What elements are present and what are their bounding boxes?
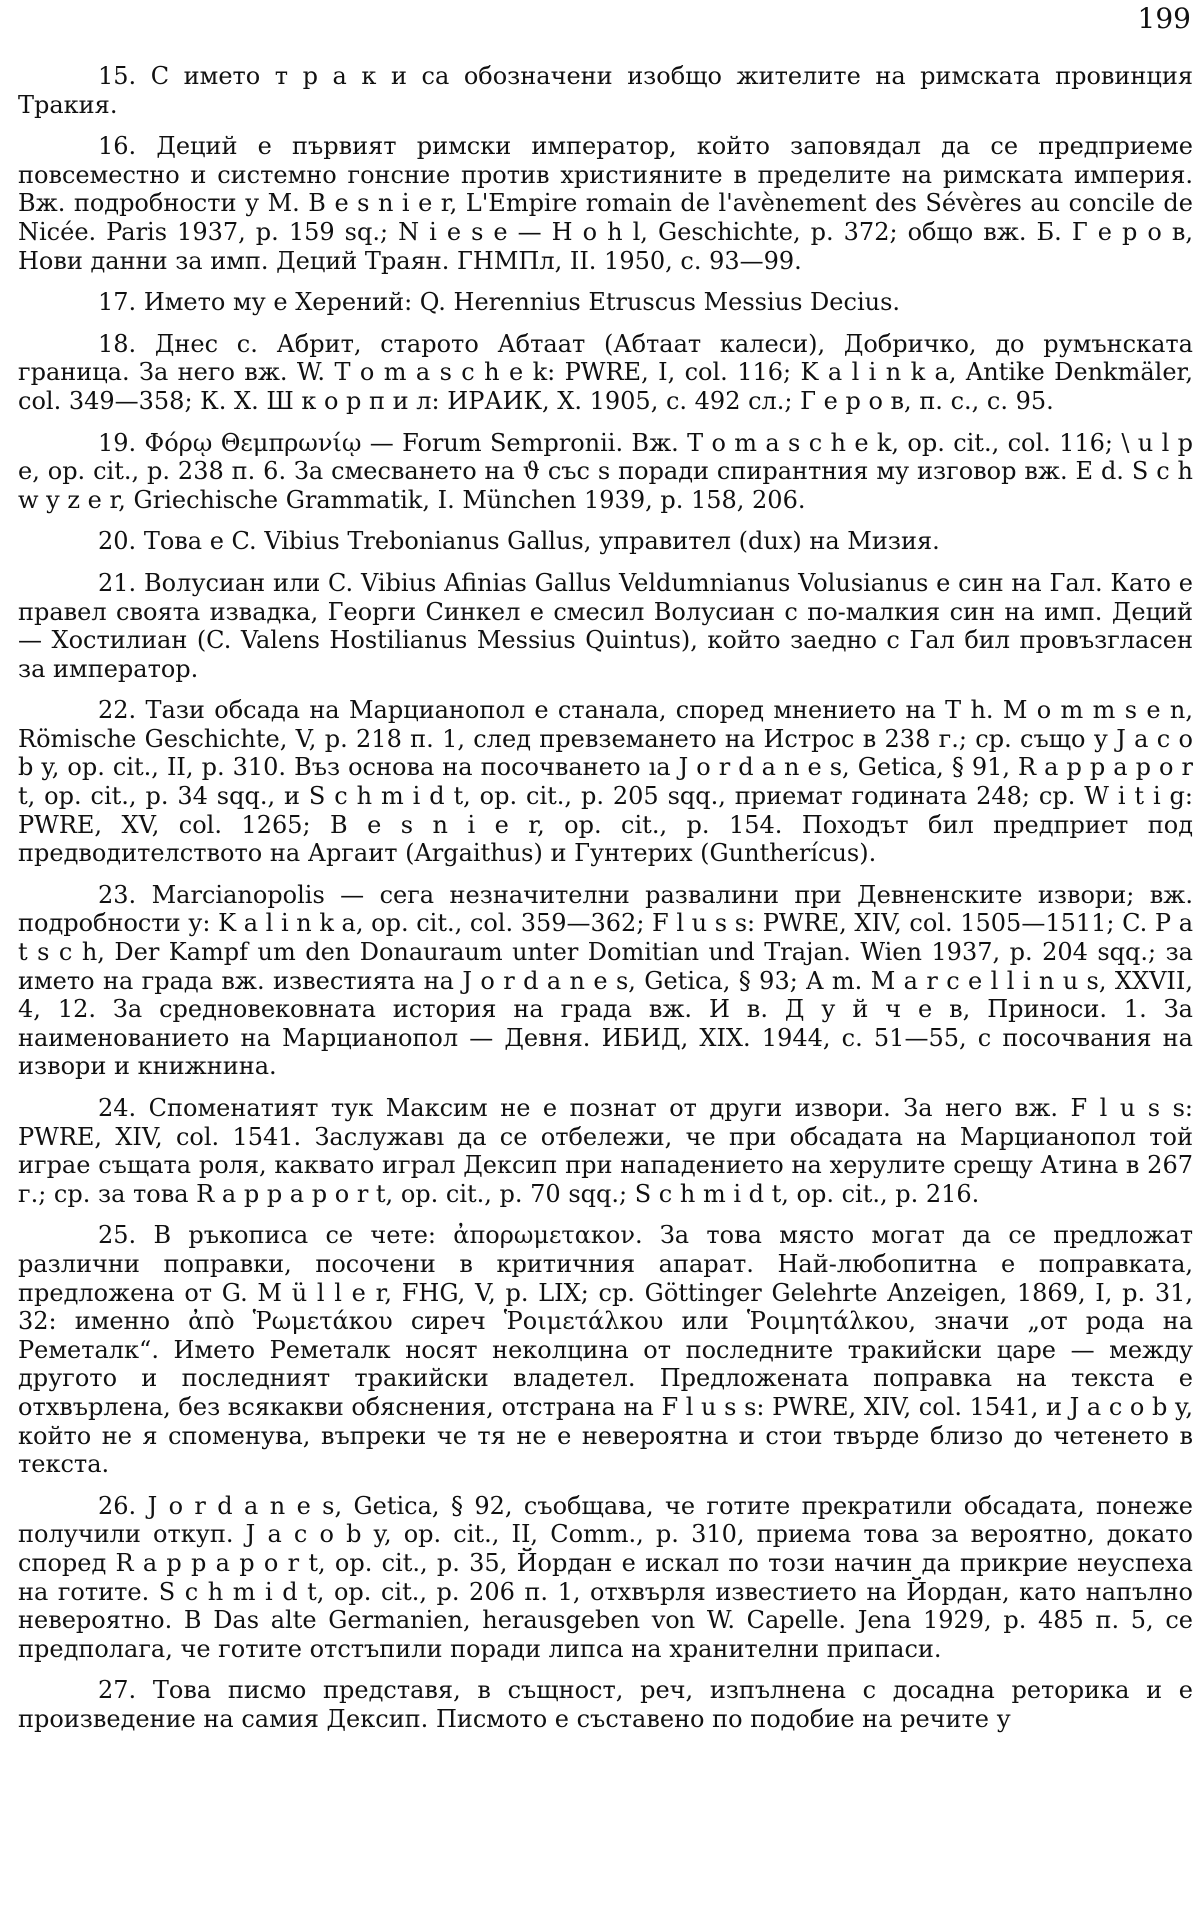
footnote-25	[18, 1221, 1193, 1478]
footnote-number: 21.	[98, 568, 137, 597]
footnote-23	[18, 881, 1193, 1081]
footnote-text: Днес с. Абрит, старото Абтаат (Абтаат калеси), Добричко, до румънската граница. За него вж. W. T o m a s c h e k: PWRE, I, col. 116; K a l i n k a, Antike Denkmäler, col. 349—358; К. Х. Ш к о р п и л: ИРАИК, Х. 1905, с. 492 сл.; Г е р о в, п. с., с. 95.	[18, 329, 1193, 415]
footnote-number: 20.	[98, 527, 137, 556]
footnote-number: 18.	[98, 329, 137, 358]
footnote-21	[18, 569, 1193, 683]
footnote-17	[18, 288, 1193, 317]
footnote-number: 16.	[98, 132, 137, 161]
footnote-text: В ръкописа се чете: ἀπορωμετακον. За това място могат да се предложат различни поправки, посочени в критичния апарат. Най-любопитна е поправката, предложена от G. M ü l l e r, FHG, V, p. LIX; ср. Göttinger Gelehrte Anzeigen, 1869, I, p. 31, 32: именно ἀπὸ Ῥωμετάκου сиреч Ῥοιμετάλκου или Ῥοιμητάλκου, значи „от рода на Реметалк“. Името Реметалк носят неколцина от последните тракийски царе — между другото и последният тракийски владетел. Предложената поправка на текста е отхвърлена, без всякакви обяснения, отстрана на F l u s s: PWRE, XIV, col. 1541, и J a c o b y, който не я споменува, въпреки че тя не е невероятна и стои твърде близо до четенето в текста.	[18, 1221, 1193, 1479]
page-number: 199	[1137, 2, 1191, 35]
footnote-16	[18, 132, 1193, 275]
footnote-19	[18, 429, 1193, 515]
footnote-text: С името т р а к и са обозначени изобщо жителите на римската провинция Тракия.	[18, 62, 1193, 119]
footnote-text: Marcianopolis — сега незначителни развалини при Девненските извори; вж. подробности у: K a l i n k a, op. cit., col. 359—362; F l u s s: PWRE, XIV, col. 1505—1511; C. P a t s c h, Der Kampf um den Donauraum unter Domitian und Trajan. Wien 1937, p. 204 sqq.; за името на града вж. известията на J o r d a n e s, Getica, § 93; A m. M a r c e l l i n u s, XXVII, 4, 12. За средновековната история на града вж. И в. Д у й ч е в, Приноси. 1. За наименованието на Марцианопол — Девня. ИБИД, XIX. 1944, с. 51—55, с посочвания на извори и книжнина.	[18, 880, 1193, 1081]
footnote-number: 26.	[98, 1491, 137, 1520]
footnote-number: 25.	[98, 1221, 137, 1250]
footnote-20	[18, 527, 1193, 556]
footnote-number: 23.	[98, 880, 137, 909]
footnote-15	[18, 62, 1193, 119]
footnote-18	[18, 330, 1193, 416]
book-page	[18, 0, 1193, 1913]
footnote-text: Споменатият тук Максим не е познат от други извори. За него вж. F l u s s: PWRE, XIV, col. 1541. Заслужавı да се отбележи, че при обсадата на Марцианопол той играе същата роля, каквато играл Дексип при нападението на херулите срещу Атина в 267 г.; ср. за това R a p p a p o r t, op. cit., p. 70 sqq.; S c h m i d t, op. cit., p. 216.	[18, 1094, 1193, 1208]
footnote-number: 15.	[98, 62, 137, 90]
footnote-text: Името му е Херений: Q. Herennius Etruscus Messius Decius.	[143, 288, 901, 317]
footnote-number: 22.	[98, 696, 137, 725]
footnote-text: Волусиан или C. Vibius Afinias Gallus Veldumnianus Volusianus е син на Гал. Като е правел своята извадка, Георги Синкел е смесил Волусиан с по-малкия син на имп. Деций — Хостилиан (C. Valens Hostilianus Messius Quintus), който заедно с Гал бил провъзгласен за император.	[18, 568, 1193, 683]
footnote-text: Това е C. Vibius Trebonianus Gallus, управител (dux) на Мизия.	[143, 527, 940, 556]
footnote-text: Това писмо представя, в същност, реч, изпълнена с досадна реторика и е произведение на самия Дексип. Писмото е съставено по подобие на речите у	[18, 1676, 1193, 1733]
footnote-22	[18, 696, 1193, 868]
footnotes	[18, 62, 1193, 1746]
footnote-24	[18, 1094, 1193, 1208]
footnote-text: Φόρῳ Θεμπρωνίῳ — Forum Sempronii. Вж. T o m a s c h e k, op. cit., col. 116; \ u l p e, op. cit., p. 238 п. 6. За смесването на ϑ със s поради спирантния му изговор вж. E d. S c h w y z e r, Griechische Grammatik, I. München 1939, p. 158, 206.	[18, 428, 1193, 514]
footnote-number: 19.	[98, 428, 137, 457]
footnote-number: 24.	[98, 1094, 137, 1122]
footnote-number: 17.	[98, 288, 137, 317]
footnote-number: 27.	[98, 1676, 137, 1705]
footnote-text: Деций е първият римски император, който заповядал да се предприеме повсеместно и системно гонсние против християните в пределите на римската империя. Вж. подробности у М. B e s n i e r, L'Empire romain de l'avènement des Sévères au concile de Nicée. Paris 1937, p. 159 sq.; N i e s e — H o h l, Geschichte, p. 372; общо вж. Б. Г е р о в, Нови данни за имп. Деций Траян. ГНМПл, II. 1950, с. 93—99.	[18, 132, 1193, 275]
footnote-27	[18, 1676, 1193, 1733]
footnote-text: Тази обсада на Марцианопол е станала, според мнението на T h. M o m m s e n, Römische Geschichte, V, p. 218 п. 1, след превземането на Истрос в 238 г.; ср. също у J a c o b y, op. cit., II, p. 310. Въз основа на посочването ıa J o r d a n e s, Getica, § 91, R a p p a p o r t, op. cit., p. 34 sqq., и S c h m i d t, op. cit., p. 205 sqq., приемат годината 248; ср. W i t i g: PWRE, XV, col. 1265; B e s n i e r, op. cit., p. 154. Походът бил предприет под предводителството на Аргаит (Argaithus) и Гунтерих (Guntherícus).	[18, 696, 1193, 868]
footnote-26	[18, 1492, 1193, 1664]
footnote-text: J o r d a n e s, Getica, § 92, съобщава, че готите прекратили обсадата, понеже получили откуп. J a c o b y, op. cit., II, Comm., p. 310, приема това за вероятно, докато според R a p p a p o r t, op. cit., p. 35, Йордан е искал по този начин да прикрие неуспеха на готите. S c h m i d t, op. cit., p. 206 п. 1, отхвърля известието на Йордан, като напълно невероятно. В Das alte Germanien, herausgeben von W. Capelle. Jena 1929, p. 485 п. 5, се предполага, че готите отстъпили поради липса на хранителни припаси.	[18, 1491, 1193, 1663]
